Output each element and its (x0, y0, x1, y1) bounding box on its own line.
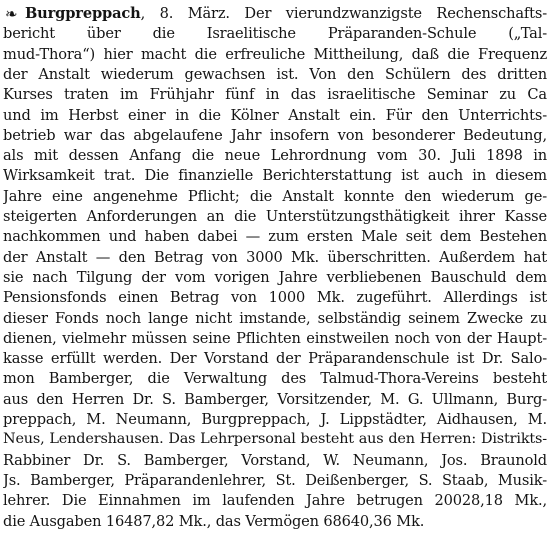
newspaper-article (3, 3, 547, 532)
article-line: sie nach Tilgung der vom vorigen Jahre verbliebenen Bauschuld dem (3, 268, 547, 286)
article-line: dienen, vielmehr müssen seine Pflichten einstweilen noch von der Haupt- (3, 329, 547, 347)
article-line: und im Herbst einer in die Kölner Anstalt ein. Für den Unterrichts- (3, 106, 547, 124)
article-line (3, 3, 547, 24)
article-line: als mit dessen Anfang die neue Lehrordnung vom 30. Juli 1898 in (3, 147, 547, 165)
article-line: die Ausgaben 16487,82 Mk., das Vermögen 68640,36 Mk. (3, 512, 425, 530)
article-line: Rabbiner Dr. S. Bamberger, Vorstand, W. Neumann, Jos. Braunold (3, 451, 547, 469)
article-line: nachkommen und haben dabei — zum ersten Male seit dem Bestehen (3, 228, 547, 246)
article-line: Pensionsfonds einen Betrag von 1000 Mk. zugeführt. Allerdings ist (3, 289, 547, 307)
article-line: lehrer. Die Einnahmen im laufenden Jahre betrugen 20028,18 Mk., (3, 492, 547, 510)
article-line: steigerten Anforderungen an die Unterstützungsthätigkeit ihrer Kasse (3, 208, 547, 225)
article-line: Jahre eine angenehme Pflicht; die Anstalt konnte den wiederum ge- (3, 187, 547, 205)
article-line: bericht über die Israelitische Präparanden-Schule („Tal- (3, 25, 547, 43)
article-line-text: , 8. März. Der vierundzwanzigste Rechenschafts- (140, 5, 547, 22)
article-line: dieser Fonds noch lange nicht imstande, selbständig seinem Zwecke zu (3, 309, 547, 327)
article-place-name: Burgpreppach (25, 5, 141, 22)
article-line: betrieb war das abgelaufene Jahr insofern von besonderer Bedeutung, (3, 126, 547, 144)
article-line: kasse erfüllt werden. Der Vorstand der Präparandenschule ist Dr. Salo- (3, 350, 547, 368)
article-line: Wirksamkeit trat. Die finanzielle Berichterstattung ist auch in diesem (3, 167, 547, 185)
article-line: der Anstalt — den Betrag von 3000 Mk. überschritten. Außerdem hat (3, 248, 547, 266)
article-line: Kurses traten im Frühjahr fünf in das israelitische Seminar zu Ca (3, 86, 547, 104)
article-line: Neus, Lendershausen. Das Lehrpersonal besteht aus den Herren: Distrikts- (3, 431, 547, 448)
fleuron-marker-icon: ❧ (5, 5, 18, 23)
article-line: preppach, M. Neumann, Burgpreppach, J. Lippstädter, Aidhausen, M. (3, 411, 547, 428)
article-line: der Anstalt wiederum gewachsen ist. Von den Schülern des dritten (3, 65, 547, 83)
article-line: mon Bamberger, die Verwaltung des Talmud-Thora-Vereins besteht (3, 370, 547, 388)
article-line: aus den Herren Dr. S. Bamberger, Vorsitzender, M. G. Ullmann, Burg- (3, 390, 547, 408)
article-line: Js. Bamberger, Präparandenlehrer, St. Deißenberger, S. Staab, Musik- (3, 471, 547, 489)
article-line: mud-Thora“) hier macht die erfreuliche Mittheilung, daß die Frequenz (3, 45, 547, 63)
